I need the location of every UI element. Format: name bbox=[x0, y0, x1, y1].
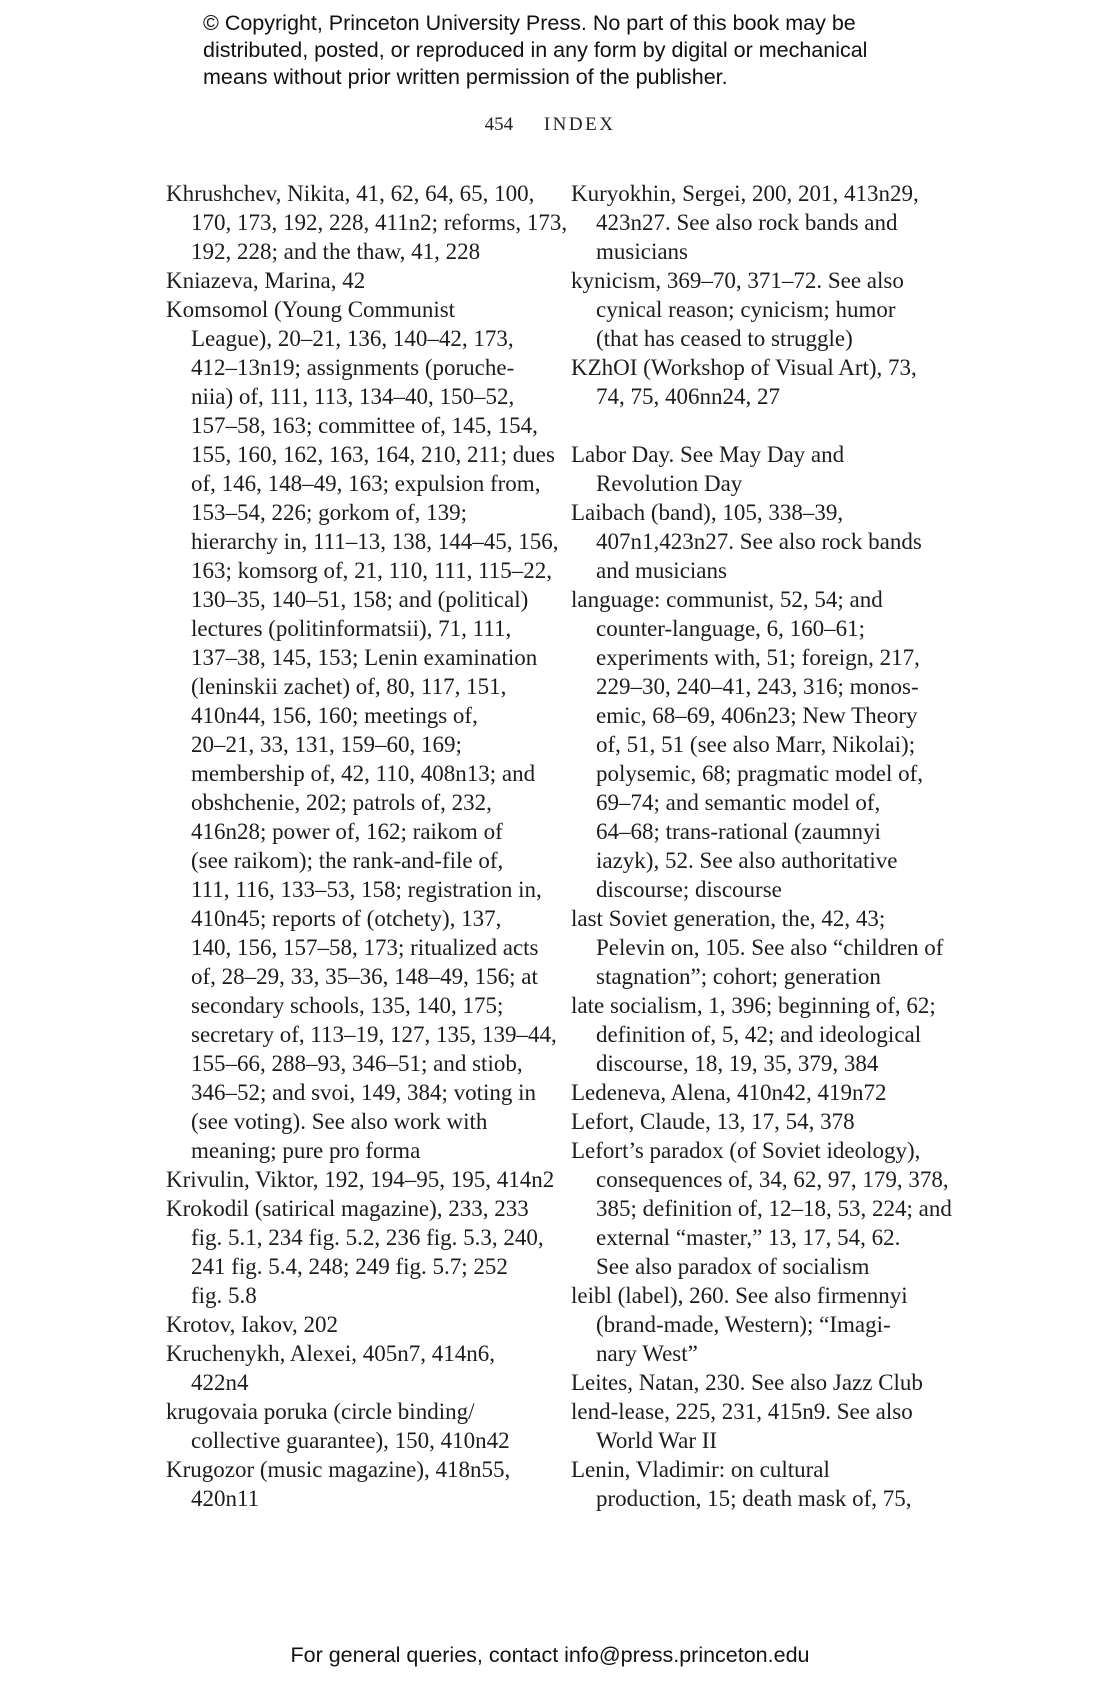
index-entry-continuation-line: 20–21, 33, 131, 159–60, 169; bbox=[191, 732, 462, 757]
index-entry-continuation-line: (see raikom); the rank-and-file of, bbox=[191, 848, 504, 873]
index-entry-continuation-line: nary West” bbox=[596, 1341, 698, 1366]
index-entry-continuation-line: 192, 228; and the thaw, 41, 228 bbox=[191, 239, 481, 264]
index-entry-continuation-line: 153–54, 226; gorkom of, 139; bbox=[191, 500, 467, 525]
index-entry-heading-line: Lefort’s paradox (of Soviet ideology), bbox=[571, 1138, 921, 1163]
index-entry-continuation-line: external “master,” 13, 17, 54, 62. bbox=[596, 1225, 901, 1250]
index-entry bbox=[571, 1107, 961, 1136]
index-entry-continuation-line: 155–66, 288–93, 346–51; and stiob, bbox=[191, 1051, 523, 1076]
index-entry-continuation-line: 155, 160, 162, 163, 164, 210, 211; dues bbox=[191, 442, 555, 467]
index-entry-continuation-line: lectures (politinformatsii), 71, 111, bbox=[191, 616, 512, 641]
index-entry-heading-line: Krugozor (music magazine), 418n55, bbox=[166, 1457, 511, 1482]
index-entry bbox=[166, 1397, 546, 1455]
index-entry-heading-line: leibl (label), 260. See also firmennyi bbox=[571, 1283, 908, 1308]
index-entry bbox=[166, 295, 559, 1165]
index-entry-heading-line: late socialism, 1, 396; beginning of, 62; bbox=[571, 993, 936, 1018]
index-entry-continuation-line: discourse; discourse bbox=[596, 877, 782, 902]
index-entry-continuation-line: production, 15; death mask of, 75, bbox=[596, 1486, 912, 1511]
index-entry-continuation-line: 157–58, 163; committee of, 145, 154, bbox=[191, 413, 538, 438]
index-entry bbox=[166, 1339, 546, 1397]
index-column-left bbox=[166, 179, 568, 1513]
copyright-line: © Copyright, Princeton University Press. No part of this book may be bbox=[203, 11, 856, 35]
index-entry bbox=[166, 1194, 546, 1310]
index-entry-continuation-line: membership of, 42, 110, 408n13; and bbox=[191, 761, 536, 786]
index-entry-continuation-line: 229–30, 240–41, 243, 316; monos- bbox=[596, 674, 919, 699]
index-entry-continuation-line: Pelevin on, 105. See also “children of bbox=[596, 935, 944, 960]
index-entry bbox=[166, 266, 546, 295]
index-entry-heading-line: Krivulin, Viktor, 192, 194–95, 195, 414n2 bbox=[166, 1167, 555, 1192]
index-entry-heading-line: last Soviet generation, the, 42, 43; bbox=[571, 906, 886, 931]
index-entry-continuation-line: League), 20–21, 136, 140–42, 173, bbox=[191, 326, 514, 351]
running-head bbox=[0, 114, 1100, 136]
index-entry bbox=[571, 1281, 961, 1368]
index-entry-continuation-line: Revolution Day bbox=[596, 471, 743, 496]
index-entry-continuation-line: 423n27. See also rock bands and bbox=[596, 210, 898, 235]
index-entry-continuation-line: 410n45; reports of (otchety), 137, bbox=[191, 906, 502, 931]
index-entry bbox=[571, 353, 961, 411]
copyright-line: distributed, posted, or reproduced in any form by digital or mechanical bbox=[203, 38, 868, 62]
index-entry-continuation-line: discourse, 18, 19, 35, 379, 384 bbox=[596, 1051, 879, 1076]
index-entry-continuation-line: (leninskii zachet) of, 80, 117, 151, bbox=[191, 674, 507, 699]
index-entry-heading-line: Kruchenykh, Alexei, 405n7, 414n6, bbox=[166, 1341, 495, 1366]
index-entry bbox=[166, 1310, 546, 1339]
index-entry-heading-line: Komsomol (Young Communist bbox=[166, 297, 456, 322]
index-entry bbox=[571, 991, 961, 1078]
index-entry bbox=[571, 179, 961, 266]
index-entry-continuation-line: definition of, 5, 42; and ideological bbox=[596, 1022, 922, 1047]
index-entry bbox=[571, 1368, 961, 1397]
index-entry-continuation-line: 422n4 bbox=[191, 1370, 249, 1395]
index-entry bbox=[571, 904, 961, 991]
index-entry-continuation-line: 412–13n19; assignments (poruche- bbox=[191, 355, 515, 380]
index-entry-continuation-line: and musicians bbox=[596, 558, 727, 583]
index-entry-continuation-line: emic, 68–69, 406n23; New Theory bbox=[596, 703, 918, 728]
index-entry-continuation-line: 420n11 bbox=[191, 1486, 260, 1511]
index-entry-continuation-line: 74, 75, 406nn24, 27 bbox=[596, 384, 780, 409]
index-entry-heading-line: Kuryokhin, Sergei, 200, 201, 413n29, bbox=[571, 181, 919, 206]
index-entry-heading-line: Lenin, Vladimir: on cultural bbox=[571, 1457, 830, 1482]
index-entry-continuation-line: 64–68; trans-rational (zaumnyi bbox=[596, 819, 881, 844]
index-entry-heading-line: Laibach (band), 105, 338–39, bbox=[571, 500, 844, 525]
index-entry-continuation-line: stagnation”; cohort; generation bbox=[596, 964, 881, 989]
index-entry bbox=[571, 440, 961, 498]
index-entry-heading-line: Krokodil (satirical magazine), 233, 233 bbox=[166, 1196, 529, 1221]
index-entry-continuation-line: 111, 116, 133–53, 158; registration in, bbox=[191, 877, 542, 902]
index-entry-continuation-line: secondary schools, 135, 140, 175; bbox=[191, 993, 504, 1018]
index-entry-continuation-line: counter-language, 6, 160–61; bbox=[596, 616, 866, 641]
index-entry-continuation-line: hierarchy in, 111–13, 138, 144–45, 156, bbox=[191, 529, 559, 554]
index-entry-heading-line: Labor Day. See May Day and bbox=[571, 442, 845, 467]
index-column-right bbox=[571, 179, 961, 1513]
index-entry-continuation-line: 346–52; and svoi, 149, 384; voting in bbox=[191, 1080, 536, 1105]
index-entry-continuation-line: World War II bbox=[596, 1428, 718, 1453]
index-entry-continuation-line: fig. 5.1, 234 fig. 5.2, 236 fig. 5.3, 240, bbox=[191, 1225, 544, 1250]
index-entry-continuation-line: 241 fig. 5.4, 248; 249 fig. 5.7; 252 bbox=[191, 1254, 508, 1279]
index-entry-continuation-line: of, 146, 148–49, 163; expulsion from, bbox=[191, 471, 541, 496]
index-entry-continuation-line: obshchenie, 202; patrols of, 232, bbox=[191, 790, 492, 815]
index-entry-continuation-line: 69–74; and semantic model of, bbox=[596, 790, 881, 815]
index-entry-continuation-line: fig. 5.8 bbox=[191, 1283, 257, 1308]
index-entry-heading-line: Leites, Natan, 230. See also Jazz Club bbox=[571, 1370, 923, 1395]
index-entry-heading-line: Khrushchev, Nikita, 41, 62, 64, 65, 100, bbox=[166, 181, 535, 206]
index-entry-continuation-line: (that has ceased to struggle) bbox=[596, 326, 853, 351]
index-entry bbox=[571, 1078, 961, 1107]
index-entry-continuation-line: musicians bbox=[596, 239, 688, 264]
copyright-notice bbox=[203, 10, 923, 91]
index-entry-heading-line: Krotov, Iakov, 202 bbox=[166, 1312, 339, 1337]
index-entry-continuation-line: cynical reason; cynicism; humor bbox=[596, 297, 896, 322]
index-entry-continuation-line: of, 51, 51 (see also Marr, Nikolai); bbox=[596, 732, 916, 757]
index-entry-heading-line: Ledeneva, Alena, 410n42, 419n72 bbox=[571, 1080, 887, 1105]
index-entry bbox=[571, 498, 961, 585]
footer-contact: For general queries, contact info@press.princeton.edu bbox=[290, 1643, 810, 1667]
index-entry-continuation-line: 137–38, 145, 153; Lenin examination bbox=[191, 645, 538, 670]
index-entry bbox=[166, 1165, 555, 1194]
index-entry-heading-line: kynicism, 369–70, 371–72. See also bbox=[571, 268, 904, 293]
index-entry bbox=[571, 1455, 961, 1513]
index-entry-continuation-line: 170, 173, 192, 228, 411n2; reforms, 173, bbox=[191, 210, 568, 235]
index-entry-continuation-line: 163; komsorg of, 21, 110, 111, 115–22, bbox=[191, 558, 552, 583]
index-entry-continuation-line: collective guarantee), 150, 410n42 bbox=[191, 1428, 510, 1453]
page-number: 454 bbox=[484, 114, 514, 135]
index-entry-continuation-line: 416n28; power of, 162; raikom of bbox=[191, 819, 503, 844]
index-entry bbox=[166, 179, 568, 266]
index-entry-heading-line: lend-lease, 225, 231, 415n9. See also bbox=[571, 1399, 913, 1424]
index-entry-continuation-line: See also paradox of socialism bbox=[596, 1254, 870, 1279]
index-entry-continuation-line: meaning; pure pro forma bbox=[191, 1138, 421, 1163]
index-entry-continuation-line: of, 28–29, 33, 35–36, 148–49, 156; at bbox=[191, 964, 538, 989]
index-entry bbox=[571, 1397, 961, 1455]
index-entry-continuation-line: experiments with, 51; foreign, 217, bbox=[596, 645, 920, 670]
index-entry-continuation-line: polysemic, 68; pragmatic model of, bbox=[596, 761, 924, 786]
index-entry bbox=[571, 1136, 961, 1281]
index-entry-continuation-line: 410n44, 156, 160; meetings of, bbox=[191, 703, 478, 728]
index-entry-continuation-line: (brand-made, Western); “Imagi- bbox=[596, 1312, 891, 1337]
index-entry-heading-line: KZhOI (Workshop of Visual Art), 73, bbox=[571, 355, 917, 380]
index-entry-continuation-line: 407n1,423n27. See also rock bands bbox=[596, 529, 922, 554]
section-title: INDEX bbox=[543, 114, 616, 135]
index-entry-heading-line: Lefort, Claude, 13, 17, 54, 378 bbox=[571, 1109, 855, 1134]
index-entry bbox=[166, 1455, 546, 1513]
index-entry-heading-line: Kniazeva, Marina, 42 bbox=[166, 268, 366, 293]
index-entry-continuation-line: (see voting). See also work with bbox=[191, 1109, 488, 1134]
index-entry-continuation-line: niia) of, 111, 113, 134–40, 150–52, bbox=[191, 384, 515, 409]
copyright-line: means without prior written permission of the publisher. bbox=[203, 65, 728, 89]
index-entry-continuation-line: 385; definition of, 12–18, 53, 224; and bbox=[596, 1196, 952, 1221]
index-entry-continuation-line: secretary of, 113–19, 127, 135, 139–44, bbox=[191, 1022, 557, 1047]
index-entry-continuation-line: consequences of, 34, 62, 97, 179, 378, bbox=[596, 1167, 949, 1192]
index-entry-continuation-line: iazyk), 52. See also authoritative bbox=[596, 848, 898, 873]
index-entry-heading-line: language: communist, 52, 54; and bbox=[571, 587, 883, 612]
index-entry-continuation-line: 140, 156, 157–58, 173; ritualized acts bbox=[191, 935, 539, 960]
index-entry bbox=[571, 266, 961, 353]
index-entry-heading-line: krugovaia poruka (circle binding/ bbox=[166, 1399, 475, 1424]
index-entry-continuation-line: 130–35, 140–51, 158; and (political) bbox=[191, 587, 529, 612]
index-entry bbox=[571, 585, 961, 904]
